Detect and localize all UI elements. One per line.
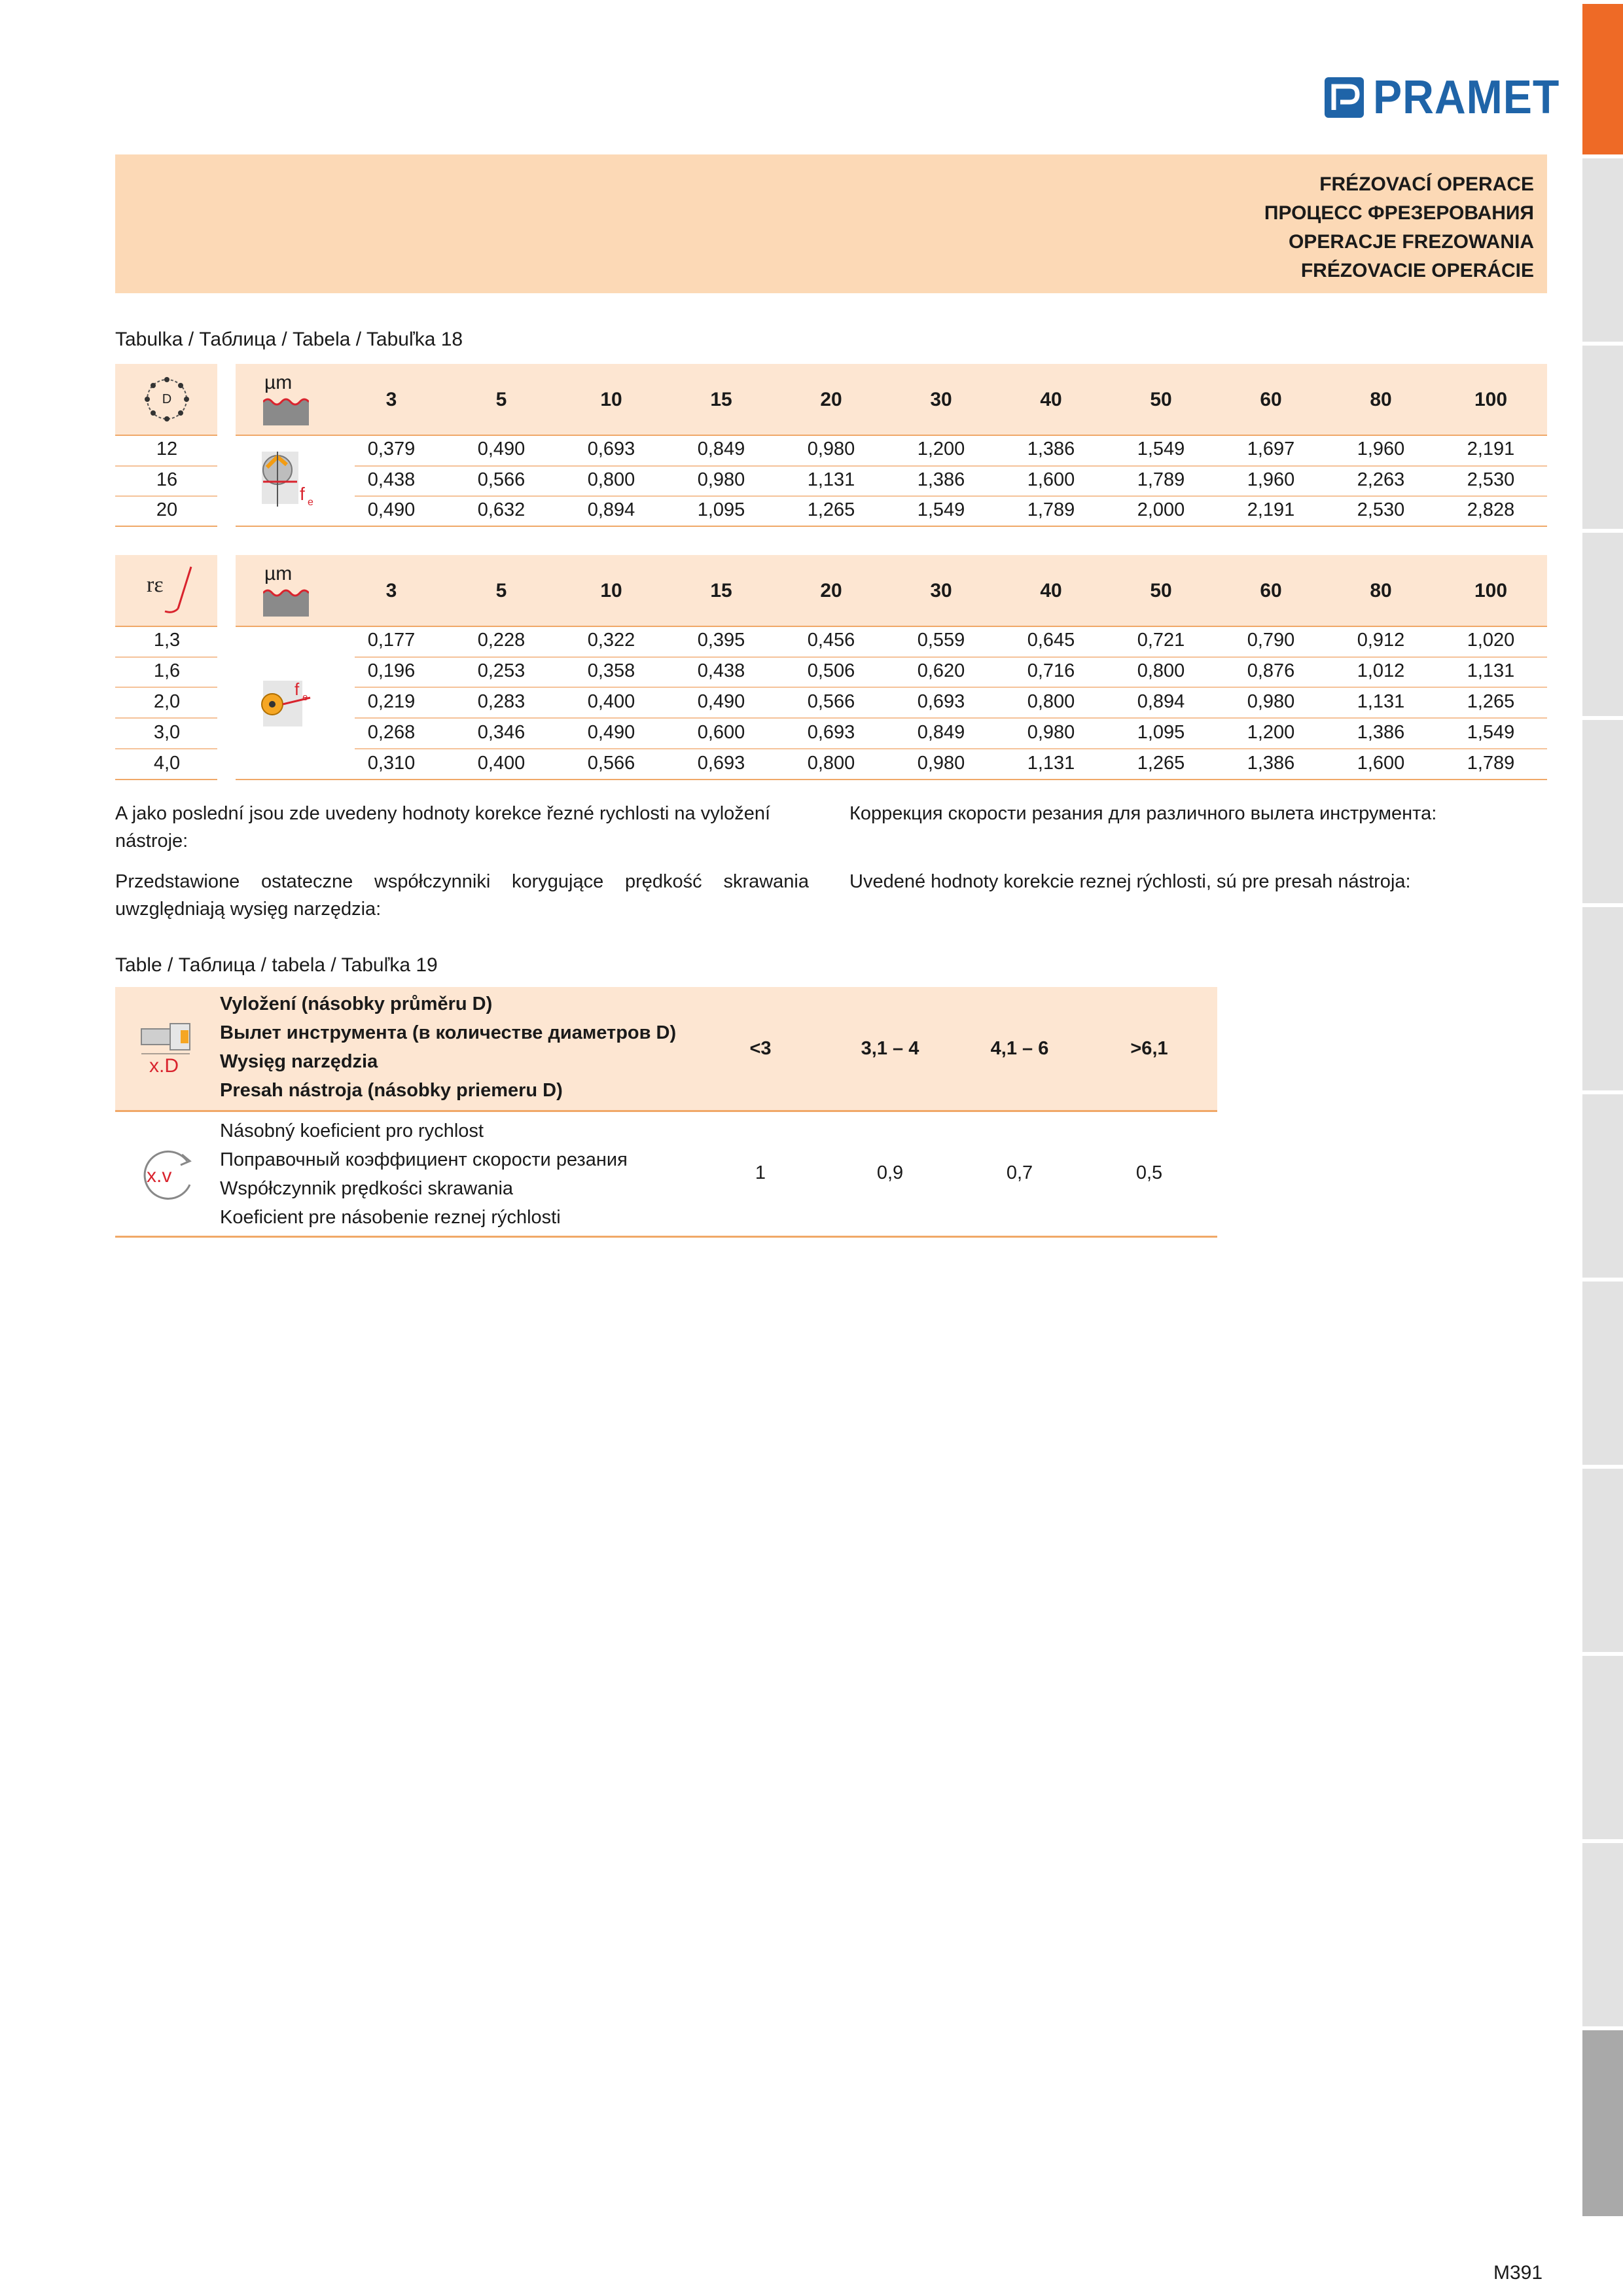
part_b-row-label: 1,6: [153, 660, 181, 681]
table18a-col: 30: [930, 389, 952, 410]
row-divider: [115, 687, 217, 688]
table18a-header: [236, 364, 1547, 435]
part_b-cell: 0,620: [917, 660, 965, 681]
ball-mill-feed-icon: [258, 448, 323, 511]
table18a-col: 80: [1370, 389, 1392, 410]
part_a-cell: 1,697: [1247, 439, 1295, 459]
radius-symbol: rε: [147, 573, 164, 597]
part_b-cell: 1,549: [1467, 722, 1515, 743]
row-line-cz: Násobný koeficient pro rychlost: [220, 1121, 484, 1141]
part_a-cell: 1,960: [1247, 469, 1295, 490]
surface-roughness-icon: [263, 397, 309, 425]
part_b-cell: 0,800: [1137, 660, 1185, 681]
part_a-row-label: 16: [156, 469, 178, 490]
part_b-cell: 1,386: [1357, 722, 1405, 743]
part_b-cell: 0,849: [917, 722, 965, 743]
row-divider: [236, 526, 1547, 527]
part_a-cell: 0,490: [477, 439, 526, 459]
part_b-cell: 0,693: [807, 722, 855, 743]
part_b-cell: 0,876: [1247, 660, 1295, 681]
table18b-col: 80: [1370, 580, 1392, 601]
part_a-cell: 2,530: [1357, 499, 1405, 520]
part_a-cell: 1,386: [1027, 439, 1075, 459]
part_b-cell: 0,346: [477, 722, 526, 743]
table18a-col: 100: [1474, 389, 1508, 410]
part_b-cell: 0,790: [1247, 630, 1295, 651]
paragraph-pl: Przedstawione ostateczne współczynniki korygujące prędkość skrawania uwzględniają wysięg narzędzia:: [115, 871, 809, 920]
part_b-cell: 0,645: [1027, 630, 1075, 651]
part_b-cell: 0,894: [1137, 691, 1185, 712]
paragraph-ru: Коррекция скорости резания для различного вылета инструмента:: [849, 803, 1437, 824]
part_b-cell: 1,200: [1247, 722, 1295, 743]
table18b-col: 15: [710, 580, 732, 601]
section-title-cz: FRÉZOVACÍ OPERACE: [1319, 173, 1534, 195]
part_b-cell: 0,716: [1027, 660, 1075, 681]
row-divider: [115, 495, 217, 497]
part_b-cell: 0,400: [477, 753, 526, 774]
table18b-col: 20: [820, 580, 842, 601]
part_b-cell: 0,253: [477, 660, 526, 681]
side-tab: [1582, 342, 1623, 529]
unit-label: µm: [264, 563, 293, 584]
part_a-cell: 2,263: [1357, 469, 1405, 490]
table18b-col: 50: [1150, 580, 1172, 601]
row-divider: [355, 465, 1547, 467]
part_b-row-label: 3,0: [153, 722, 181, 743]
part_a-cell: 1,789: [1027, 499, 1075, 520]
table18b-col: 40: [1040, 580, 1062, 601]
part_a-cell: 2,530: [1467, 469, 1515, 490]
part_a-cell: 0,490: [367, 499, 416, 520]
part_b-cell: 0,358: [587, 660, 635, 681]
part_b-cell: 0,400: [587, 691, 635, 712]
part_a-cell: 0,800: [587, 469, 635, 490]
svg-text:f: f: [294, 679, 300, 699]
part_a-cell: 0,693: [587, 439, 635, 459]
part_b-cell: 1,012: [1357, 660, 1405, 681]
part_b-cell: 0,177: [367, 630, 416, 651]
row-line-pl: Współczynnik prędkości skrawania: [220, 1178, 514, 1199]
row-divider: [236, 779, 1547, 780]
side-tab: [1582, 1465, 1623, 1652]
paragraph-cz: A jako poslední jsou zde uvedeny hodnoty korekce řezné rychlosti na vyložení nástroje:: [115, 803, 771, 852]
table18a-col: 15: [710, 389, 732, 410]
part_b-cell: 0,219: [367, 691, 416, 712]
speed-factor-label: x.v: [147, 1165, 172, 1187]
page-number: M391: [1493, 2262, 1543, 2284]
round-insert-feed-icon: [258, 673, 323, 732]
table18a-col: 50: [1150, 389, 1172, 410]
table18a-col: 3: [385, 389, 397, 410]
table19-col: 4,1 – 6: [990, 1038, 1049, 1059]
table19-col: <3: [749, 1038, 772, 1059]
row-line-ru: Поправочный коэффициент скорости резания: [220, 1149, 628, 1170]
table18b-col: 30: [930, 580, 952, 601]
part_a-cell: 2,191: [1247, 499, 1295, 520]
part_b-cell: 0,912: [1357, 630, 1405, 651]
header-line-sk: Presah nástroja (násobky priemeru D): [220, 1080, 563, 1101]
part_a-cell: 1,960: [1357, 439, 1405, 459]
table18a-col: 60: [1260, 389, 1282, 410]
table18b-col: 10: [600, 580, 622, 601]
part_b-row-label: 1,3: [153, 630, 181, 651]
part_a-cell: 0,980: [697, 469, 745, 490]
table19-col: >6,1: [1130, 1038, 1168, 1059]
part_a-cell: 1,095: [697, 499, 745, 520]
table19-value: 0,7: [1006, 1162, 1033, 1183]
part_a-cell: 2,000: [1137, 499, 1185, 520]
row-divider: [115, 1110, 1217, 1112]
part_b-cell: 0,438: [697, 660, 745, 681]
part_a-cell: 1,131: [807, 469, 855, 490]
table18b-icon-cell: [115, 555, 217, 626]
part_b-cell: 0,196: [367, 660, 416, 681]
pramet-logo: [1323, 71, 1560, 124]
side-tab: [1582, 529, 1623, 716]
side-tab: [1582, 1090, 1623, 1278]
part_b-cell: 0,600: [697, 722, 745, 743]
side-tab-active: [1582, 0, 1623, 154]
part_b-cell: 1,265: [1467, 691, 1515, 712]
part_a-cell: 0,379: [367, 439, 416, 459]
row-divider: [115, 1236, 1217, 1238]
row-divider: [236, 626, 1547, 627]
part_b-cell: 1,131: [1027, 753, 1075, 774]
table19-header-lines: [220, 990, 676, 1105]
row-divider: [355, 687, 1547, 688]
part_b-cell: 1,386: [1247, 753, 1295, 774]
part_a-cell: 1,549: [1137, 439, 1185, 459]
part_b-cell: 0,693: [917, 691, 965, 712]
table18a-col: 40: [1040, 389, 1062, 410]
row-divider: [115, 435, 217, 436]
part_a-cell: 2,828: [1467, 499, 1515, 520]
part_b-row-label: 2,0: [153, 691, 181, 712]
row-line-sk: Koeficient pre násobenie reznej rýchlosti: [220, 1207, 561, 1228]
part_a-cell: 1,600: [1027, 469, 1075, 490]
table18a-col: 5: [495, 389, 507, 410]
part_a-cell: 1,386: [917, 469, 965, 490]
row-divider: [355, 717, 1547, 719]
row-divider: [355, 656, 1547, 658]
table18a-col: 20: [820, 389, 842, 410]
part_b-cell: 0,490: [697, 691, 745, 712]
part_b-cell: 0,980: [1027, 722, 1075, 743]
table19-value: 1: [755, 1162, 766, 1183]
table18a-icon-cell: [115, 364, 217, 435]
svg-text:f: f: [300, 484, 305, 504]
side-tab: [1582, 1839, 1623, 2026]
part_a-row-label: 20: [156, 499, 178, 520]
part_b-cell: 1,131: [1467, 660, 1515, 681]
part_a-cell: 1,789: [1137, 469, 1185, 490]
part_b-cell: 0,310: [367, 753, 416, 774]
part_a-cell: 0,980: [807, 439, 855, 459]
paragraph-sk: Uvedené hodnoty korekcie reznej rýchlosti, sú pre presah nástroja:: [849, 871, 1411, 892]
part_b-cell: 0,490: [587, 722, 635, 743]
part_b-cell: 0,228: [477, 630, 526, 651]
part_a-cell: 0,849: [697, 439, 745, 459]
section-title-pl: OPERACJE FREZOWANIA: [1288, 231, 1534, 253]
row-divider: [115, 656, 217, 658]
table18b-col: 5: [495, 580, 507, 601]
part_a-cell: 0,894: [587, 499, 635, 520]
section-header-band: [115, 154, 1547, 293]
side-tab: [1582, 1652, 1623, 1839]
table18-caption: Tabulka / Таблица / Tabela / Tabuľka 18: [115, 329, 463, 350]
diameter-circle-icon: [131, 373, 203, 425]
row-divider: [115, 779, 217, 780]
part_b-cell: 0,721: [1137, 630, 1185, 651]
part_b-cell: 1,020: [1467, 630, 1515, 651]
tool-overhang-icon: [139, 1014, 204, 1080]
part_a-cell: 1,200: [917, 439, 965, 459]
part_b-cell: 0,506: [807, 660, 855, 681]
overhang-label: x.D: [149, 1055, 179, 1077]
part_b-cell: 1,131: [1357, 691, 1405, 712]
speed-factor-icon: [135, 1143, 200, 1208]
row-divider: [355, 748, 1547, 749]
unit-label: µm: [264, 372, 293, 393]
row-divider: [115, 748, 217, 749]
svg-text:e: e: [302, 692, 308, 703]
part_b-cell: 0,800: [807, 753, 855, 774]
row-divider: [115, 626, 217, 627]
table19-caption: Table / Таблица / tabela / Tabuľka 19: [115, 954, 438, 976]
part_b-cell: 0,395: [697, 630, 745, 651]
part_b-cell: 0,693: [697, 753, 745, 774]
part_b-cell: 0,268: [367, 722, 416, 743]
header-line-ru: Вылет инструмента (в количестве диаметров D): [220, 1022, 677, 1043]
table18b-header: [236, 555, 1547, 626]
part_a-cell: 1,549: [917, 499, 965, 520]
row-divider: [236, 435, 1547, 436]
row-divider: [115, 465, 217, 467]
row-divider: [355, 495, 1547, 497]
part_b-cell: 1,095: [1137, 722, 1185, 743]
part_b-cell: 0,800: [1027, 691, 1075, 712]
side-tab: [1582, 903, 1623, 1090]
part_a-cell: 0,632: [477, 499, 526, 520]
table19-col: 3,1 – 4: [861, 1038, 919, 1059]
table18b-col: 100: [1474, 580, 1508, 601]
table19-value: 0,9: [876, 1162, 904, 1183]
side-tab: [1582, 154, 1623, 342]
part_b-row-label: 4,0: [153, 753, 181, 774]
part_a-cell: 2,191: [1467, 439, 1515, 459]
diameter-letter: D: [162, 392, 172, 406]
header-line-pl: Wysięg narzędzia: [220, 1051, 378, 1072]
section-title-ru: ПРОЦЕСС ФРЕЗЕРОВАНИЯ: [1264, 202, 1534, 224]
row-divider: [115, 526, 217, 527]
section-titles: [1264, 170, 1534, 285]
part_b-cell: 1,265: [1137, 753, 1185, 774]
part_b-cell: 0,456: [807, 630, 855, 651]
table18b-col: 60: [1260, 580, 1282, 601]
surface-roughness-icon: [263, 588, 309, 617]
table19-value: 0,5: [1135, 1162, 1163, 1183]
part_a-cell: 0,566: [477, 469, 526, 490]
part_b-cell: 0,559: [917, 630, 965, 651]
side-tab: [1582, 1278, 1623, 1465]
svg-text:e: e: [308, 497, 313, 508]
table18a-col: 10: [600, 389, 622, 410]
side-tab: [1582, 716, 1623, 903]
table18b-col: 3: [385, 580, 397, 601]
pramet-logo-icon: [1323, 75, 1366, 120]
part_b-cell: 0,980: [1247, 691, 1295, 712]
part_b-cell: 0,322: [587, 630, 635, 651]
part_b-cell: 0,566: [807, 691, 855, 712]
header-line-cz: Vyložení (násobky průměru D): [220, 994, 493, 1014]
part_a-cell: 1,265: [807, 499, 855, 520]
part_b-cell: 1,789: [1467, 753, 1515, 774]
part_a-row-label: 12: [156, 439, 178, 459]
pramet-logo-text: PRAMET: [1373, 71, 1560, 124]
table19-row-lines: [220, 1117, 628, 1232]
corner-radius-icon: [137, 560, 203, 619]
row-divider: [115, 717, 217, 719]
section-title-sk: FRÉZOVACIE OPERÁCIE: [1300, 260, 1534, 281]
part_b-cell: 0,980: [917, 753, 965, 774]
part_b-cell: 0,566: [587, 753, 635, 774]
side-tab-current: [1582, 2026, 1623, 2216]
part_b-cell: 1,600: [1357, 753, 1405, 774]
part_a-cell: 0,438: [367, 469, 416, 490]
part_b-cell: 0,283: [477, 691, 526, 712]
